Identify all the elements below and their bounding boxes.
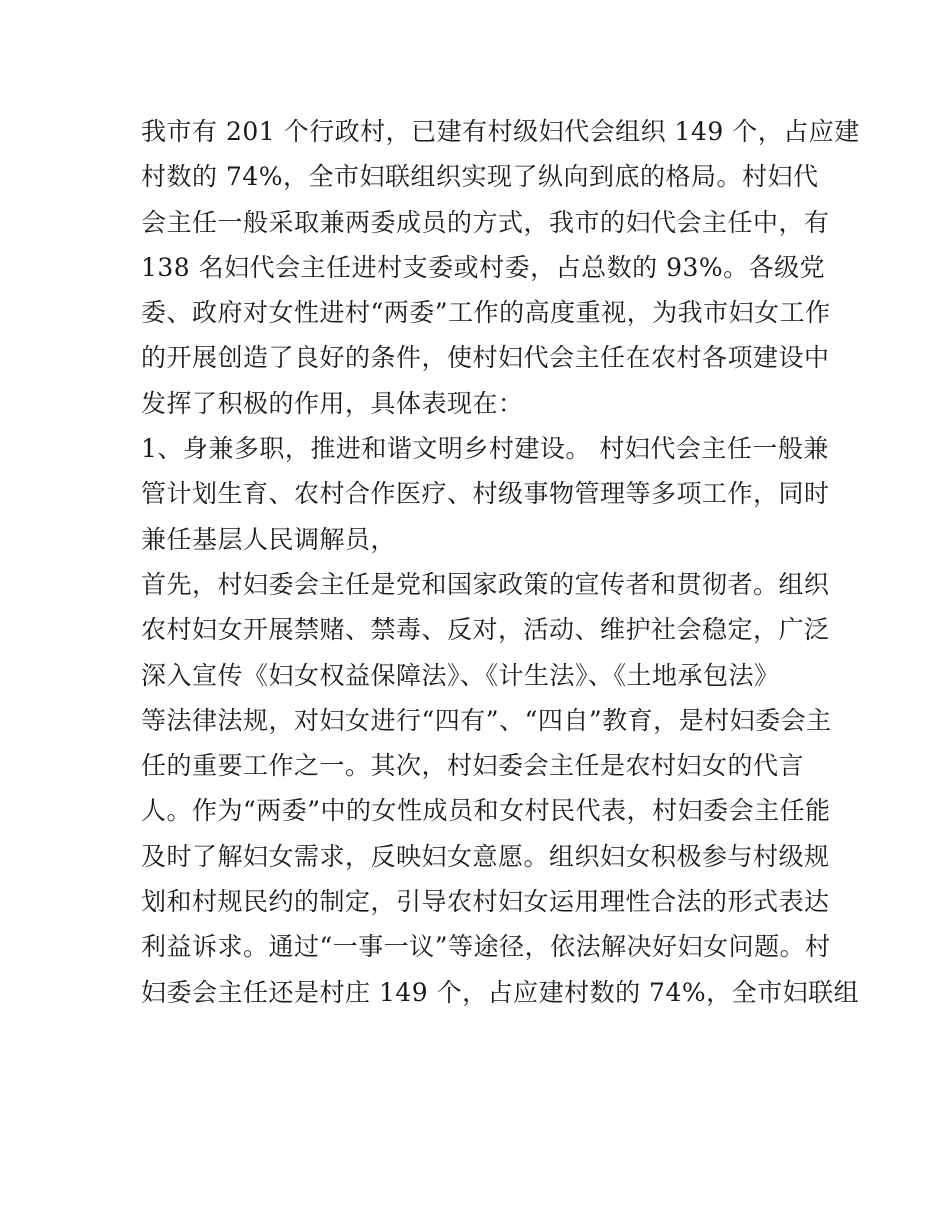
text-line: 管计划生育、农村合作医疗、村级事物管理等多项工作，同时 bbox=[141, 479, 830, 509]
text-line: 138 名妇代会主任进村支委或村委，占总数的 93%。各级党 bbox=[141, 252, 826, 282]
text-line: 的开展创造了良好的条件，使村妇代会主任在农村各项建设中 bbox=[141, 343, 830, 373]
text-line: 发挥了积极的作用，具体表现在： bbox=[141, 388, 524, 418]
document-body bbox=[141, 109, 860, 1015]
text-line: 会主任一般采取兼两委成员的方式，我市的妇代会主任中，有 bbox=[141, 207, 830, 237]
text-line: 兼任基层人民调解员， bbox=[141, 524, 397, 554]
text-line: 人。作为“两委”中的女性成员和女村民代表，村妇委会主任能 bbox=[141, 796, 831, 826]
text-line: 及时了解妇女需求，反映妇女意愿。组织妇女积极参与村级规 bbox=[141, 841, 830, 871]
text-line: 委、政府对女性进村“两委”工作的高度重视，为我市妇女工作 bbox=[141, 298, 831, 328]
text-line: 村数的 74%，全市妇联组织实现了纵向到底的格局。村妇代 bbox=[141, 162, 819, 192]
text-line: 划和村规民约的制定，引导农村妇女运用理性合法的形式表达 bbox=[141, 887, 830, 917]
text-line: 农村妇女开展禁赌、禁毒、反对，活动、维护社会稳定，广泛 bbox=[141, 615, 830, 645]
text-line: 首先，村妇委会主任是党和国家政策的宣传者和贯彻者。组织 bbox=[141, 569, 830, 599]
text-line: 1、身兼多职，推进和谐文明乡村建设。 村妇代会主任一般兼 bbox=[141, 434, 829, 464]
text-line: 我市有 201 个行政村，已建有村级妇代会组织 149 个，占应建 bbox=[141, 117, 860, 146]
text-line: 深入宣传《妇女权益保障法》、《计生法》、《土地承包法》 bbox=[141, 660, 780, 690]
text-line: 妇委会主任还是村庄 149 个，占应建村数的 74%，全市妇联组 bbox=[141, 977, 860, 1007]
text-line: 等法律法规，对妇女进行“四有”、“四自”教育，是村妇委会主 bbox=[141, 705, 832, 735]
text-line: 利益诉求。通过“一事一议”等途径，依法解决好妇女问题。村 bbox=[141, 932, 831, 962]
text-line: 任的重要工作之一。其次，村妇委会主任是农村妇女的代言 bbox=[141, 751, 805, 781]
